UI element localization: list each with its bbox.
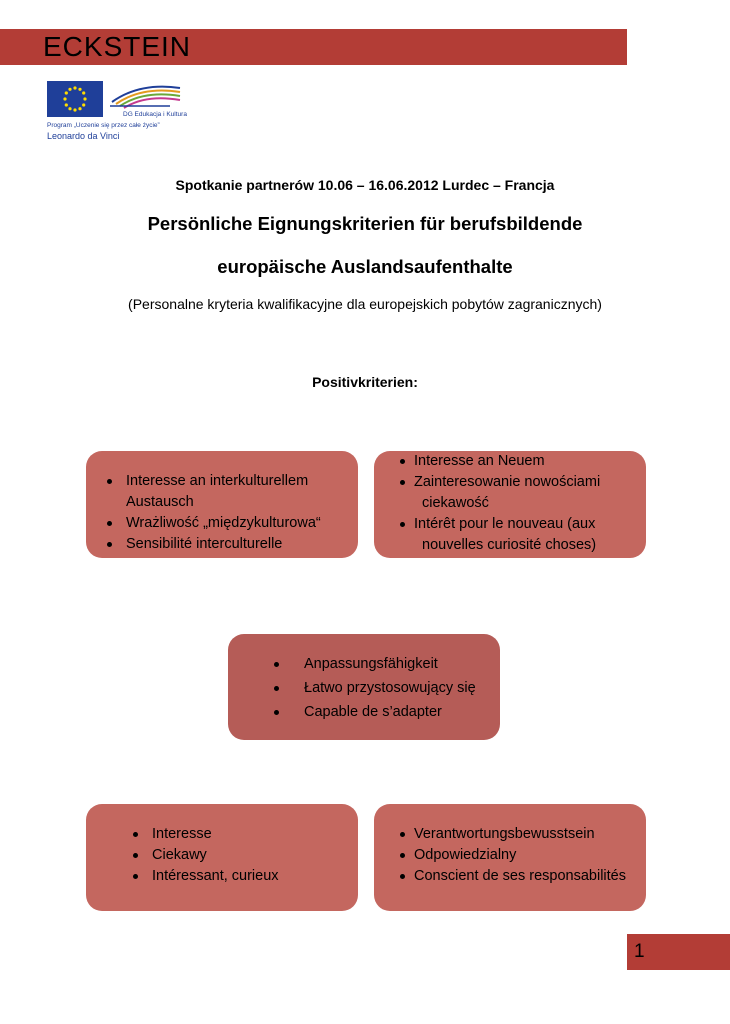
list-item: Interesse bbox=[152, 824, 348, 845]
list-item: Verantwortungsbewusstsein bbox=[414, 824, 640, 845]
program-line-dg: DG Edukacja i Kultura bbox=[123, 111, 187, 118]
list-item: Conscient de ses responsabilités bbox=[414, 866, 640, 887]
title-line-2: europäische Auslandsaufenthalte bbox=[217, 256, 513, 277]
criteria-box-interest bbox=[86, 804, 358, 911]
list-item: Intérêt pour le nouveau (aux bbox=[414, 514, 636, 535]
list-item-continuation: Austausch bbox=[126, 494, 194, 510]
list-item: Capable de s’adapter bbox=[304, 700, 490, 724]
list-item: Łatwo przystosowujący się bbox=[304, 676, 490, 700]
program-line-lifelong: Program „Uczenie się przez całe życie” bbox=[47, 122, 160, 129]
list-item: Odpowiedzialny bbox=[414, 845, 640, 866]
list-item: Intéressant, curieux bbox=[152, 866, 348, 887]
bullet-icon bbox=[133, 874, 138, 879]
eu-flag-icon bbox=[47, 81, 103, 117]
criteria-box-responsibility bbox=[374, 804, 646, 911]
bullet-icon bbox=[107, 542, 112, 547]
bullet-icon bbox=[107, 521, 112, 526]
section-heading: Positivkriterien: bbox=[312, 374, 418, 390]
bullet-icon bbox=[274, 710, 279, 715]
subtitle: (Personalne kryteria kwalifikacyjne dla europejskich pobytów zagranicznych) bbox=[128, 296, 602, 312]
list-item-continuation: nouvelles curiosité choses) bbox=[422, 537, 597, 553]
criteria-box-novelty bbox=[374, 451, 646, 558]
brand-name: ECKSTEIN bbox=[43, 31, 192, 62]
list-item: Interesse an Neuem bbox=[414, 451, 636, 472]
page-number: 1 bbox=[634, 941, 645, 962]
bullet-icon bbox=[133, 853, 138, 858]
title-line-1: Persönliche Eignungskriterien für berufsbildende bbox=[147, 213, 583, 234]
list-item: Wrażliwość „międzykulturowa“ bbox=[126, 513, 348, 534]
bullet-icon bbox=[400, 522, 405, 527]
list-item: Ciekawy bbox=[152, 845, 348, 866]
meeting-line: Spotkanie partnerów 10.06 – 16.06.2012 Lurdec – Francja bbox=[175, 177, 555, 193]
lifelong-learning-logo-icon bbox=[110, 80, 182, 110]
list-item: Anpassungsfähigkeit bbox=[304, 652, 490, 676]
bullet-icon bbox=[133, 832, 138, 837]
list-item: Zainteresowanie nowościami bbox=[414, 472, 636, 493]
bullet-icon bbox=[400, 853, 405, 858]
criteria-box-adaptability bbox=[228, 634, 500, 740]
bullet-icon bbox=[400, 832, 405, 837]
bullet-icon bbox=[400, 459, 405, 464]
list-item: Sensibilité interculturelle bbox=[126, 534, 348, 555]
criteria-box-intercultural bbox=[86, 451, 358, 558]
program-line-leonardo: Leonardo da Vinci bbox=[47, 131, 120, 141]
bullet-icon bbox=[400, 874, 405, 879]
bullet-icon bbox=[274, 662, 279, 667]
list-item-continuation: ciekawość bbox=[422, 495, 489, 511]
bullet-icon bbox=[274, 686, 279, 691]
bullet-icon bbox=[107, 479, 112, 484]
bullet-icon bbox=[400, 480, 405, 485]
list-item: Interesse an interkulturellem bbox=[126, 471, 348, 492]
